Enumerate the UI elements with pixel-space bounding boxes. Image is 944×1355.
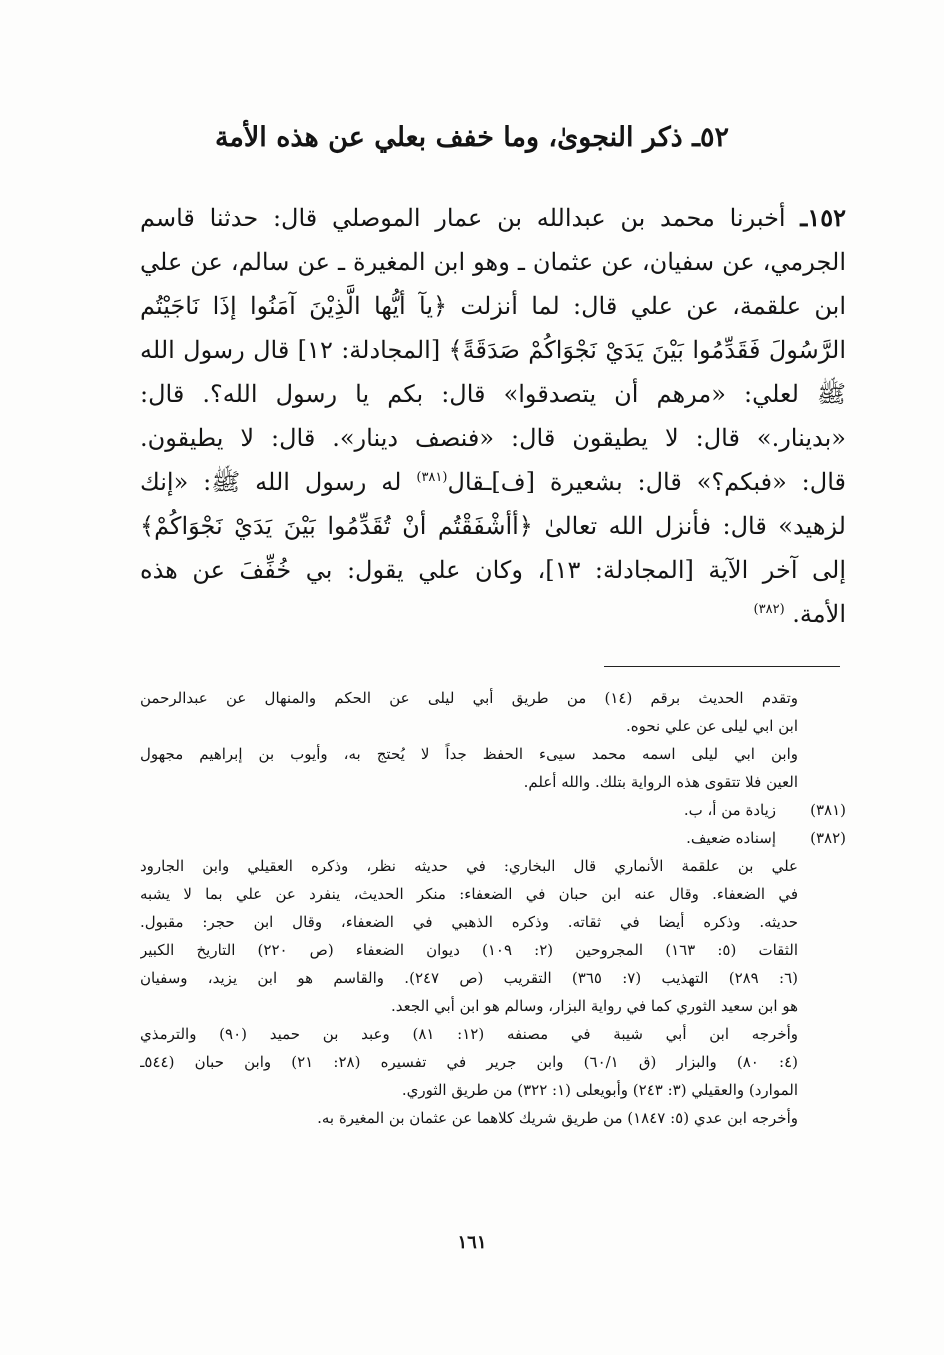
footnote-entry — [140, 796, 846, 824]
footnote-divider — [604, 666, 840, 667]
hadith-line: إلى آخر الآية [المجادلة: ١٣]، وكان علي يقول: بي خُفِّفَ عن هذه — [140, 556, 846, 584]
footnote-ref: (٣٨٢) — [753, 602, 785, 617]
footnote-line: وأخرجه ابن أبي شيبة في مصنفه (١٢: ٨١) وعبد بن حميد (٩٠) والترمذي — [140, 1025, 799, 1043]
hadith-line-text: قال: «فبكم؟» قال: بشعيرة [ف]ـقال — [447, 468, 846, 496]
page-number: ١٦١ — [457, 1232, 487, 1253]
hadith-line — [140, 196, 846, 240]
footnote-number: (٣٨١) — [810, 801, 846, 819]
footnote-line: وتقدم الحديث برقم (١٤) من طريق أبي ليلى عن الحكم والمنهال عن عبدالرحمن — [140, 689, 798, 707]
hadith-line — [140, 592, 846, 636]
footnote-text: إسناده ضعيف. — [686, 829, 776, 847]
footnote-ref: (٣٨١) — [416, 470, 448, 485]
footnote-entry — [140, 824, 846, 852]
hadith-line: لزهيد» قال: فأنزل الله تعالىٰ ﴿أأشْفَقْتُم أنْ تُقَدِّمُوا بَيْنَ يَدَيْ نَجْوَاكُمْ﴾ — [140, 512, 846, 540]
hadith-line — [140, 460, 846, 504]
footnote-line: وابن ابي ليلى اسمه محمد سيىء الحفظ جداً لا يُحتج به، وأيوب بن إبراهيم مجهول — [140, 745, 798, 763]
footnote-line: وأخرجه ابن عدي (٥: ١٨٤٧) من طريق شريك كلاهما عن عثمان بن المغيرة به. — [317, 1109, 798, 1127]
footnote-line: هو ابن سعيد الثوري كما في رواية البزار، وسالم هو ابن أبي الجعد. — [390, 997, 798, 1015]
footnote-line: (٤: ٨٠) والبزار (ق ٦٠/١) وابن جرير في تفسيره (٢٨: ٢١) وابن حبان (٥٤٤ـ — [140, 1053, 798, 1071]
footnote-line: ابن ابي ليلى عن علي نحوه. — [625, 717, 798, 735]
hadith-line: «بدينار.» قال: لا يطيقون قال: «فنصف دينار». قال: لا يطيقون. — [140, 424, 846, 452]
footnotes — [140, 684, 846, 1132]
footnote-line: في الضعفاء. وقال عنه ابن حبان في الضعفاء: منكر الحديث، ينفرد عن علي بما لا يشبه — [140, 885, 798, 903]
chapter-title: ٥٢ـ ذكر النجوىٰ، وما خفف بعلي عن هذه الأمة — [214, 122, 730, 153]
hadith-line: الجرمي، عن سفيان، عن عثمان ـ وهو ابن المغيرة ـ عن سالم، عن علي — [140, 248, 846, 276]
footnote-line: العين فلا تتقوى هذه الرواية بتلك. والله أعلم. — [523, 773, 798, 791]
hadith-body — [140, 196, 846, 636]
hadith-line: الرَّسُولَ فَقَدِّمُوا بَيْنَ يَدَيْ نَجْوَاكُمْ صَدَقَةً﴾ [المجادلة: ١٢] قال رسول الله — [140, 336, 846, 364]
hadith-line: ابن علقمة، عن علي قال: لما أنزلت ﴿يآ أيُّها الَّذِيْنَ آمَنُوا إذَا نَاجَيْتُم — [140, 292, 846, 320]
hadith-number: ١٥٢ـ — [800, 203, 846, 232]
hadith-line-text: أخبرنا محمد بن عبدالله بن عمار الموصلي قال: حدثنا قاسم — [140, 204, 786, 232]
footnote-number: (٣٨٢) — [810, 829, 846, 847]
hadith-line-text: له رسول الله ﷺ: «إنك — [140, 468, 417, 496]
footnote-text: زيادة من أ، ب. — [683, 801, 776, 819]
footnote-line: علي بن علقمة الأنماري قال البخاري: في حديثه نظر، وذكره العقيلي وابن الجارود — [140, 857, 798, 875]
hadith-line: ﷺ لعلي: «مرهم أن يتصدقوا» قال: بكم يا رسول الله؟. قال: — [140, 380, 846, 408]
footnote-line: الثقات (٥: ١٦٣) المجروحين (٢: ١٠٩) ديوان الضعفاء (ص ٢٢٠) التاريخ الكبير — [140, 941, 798, 959]
footnote-line: الموارد) والعقيلي (٣: ٢٤٣) وأبويعلى (١: ٣٢٢) من طريق الثوري. — [401, 1081, 798, 1099]
hadith-line-text: الأمة. — [792, 600, 846, 628]
footnote-line: (٦: ٢٨٩) التهذيب (٧: ٣٦٥) التقريب (ص ٢٤٧). والقاسم هو ابن يزيد، وسفيان — [140, 969, 798, 987]
footnote-line: حديثه. وذكره أيضا في ثقاته. وذكره الذهبي في الضعفاء، وقال ابن حجر: مقبول. — [140, 913, 798, 931]
